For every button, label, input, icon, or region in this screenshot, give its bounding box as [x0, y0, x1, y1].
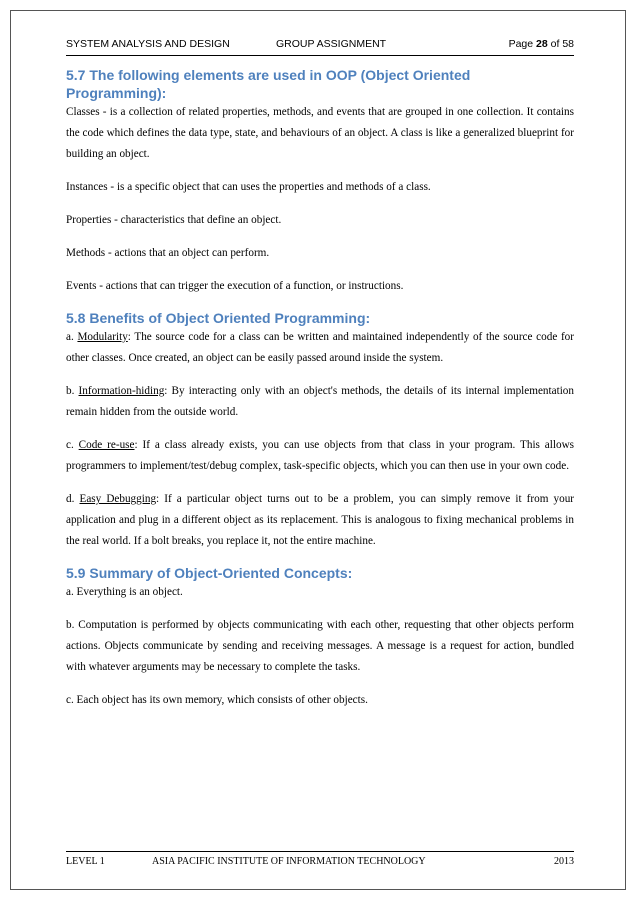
benefit-text: : If a particular object turns out to be a problem, you can simply remove it from your application and plug in a different object as its replacement. This is analogous to fixing mechanical problems in the real world. If a bolt breaks, you replace it, not the entire machine. [66, 493, 575, 547]
heading-5-8: 5.8 Benefits of Object Oriented Programming: [66, 310, 371, 326]
header-assignment: GROUP ASSIGNMENT [276, 38, 387, 50]
footer-institute: ASIA PACIFIC INSTITUTE OF INFORMATION TECHNOLOGY [152, 856, 426, 867]
page-of: of [550, 38, 560, 50]
footer-level: LEVEL 1 [66, 856, 105, 867]
heading-5-9: 5.9 Summary of Object-Oriented Concepts: [66, 565, 353, 581]
item-prefix: a. [66, 331, 74, 343]
benefit-code-reuse [66, 435, 574, 477]
page-header [66, 38, 574, 56]
page-body [66, 66, 574, 711]
item-prefix: d. [66, 493, 75, 505]
benefit-modularity [66, 327, 574, 369]
benefit-easy-debugging [66, 489, 574, 552]
term-information-hiding: Information-hiding [78, 385, 165, 397]
header-course: SYSTEM ANALYSIS AND DESIGN [66, 38, 230, 50]
summary-c: c. Each object has its own memory, which consists of other objects. [66, 694, 368, 706]
page-total: 58 [562, 38, 574, 50]
page-current: 28 [536, 38, 548, 50]
term-easy-debugging: Easy Debugging [79, 493, 157, 505]
footer-year: 2013 [554, 856, 574, 867]
item-prefix: b. [66, 385, 75, 397]
benefit-text: : By interacting only with an object's methods, the details of its internal implementation remain hidden from the outside world. [66, 385, 574, 418]
para-instances: Instances - is a specific object that can uses the properties and methods of a class. [66, 181, 431, 193]
term-modularity: Modularity [77, 331, 128, 343]
summary-b: b. Computation is performed by objects communicating with each other, requesting that other objects perform actions. Objects communicate by sending and receiving messages. A message is a request for action, bundled with whatever arguments may be necessary to complete the tasks. [66, 619, 574, 673]
term-code-reuse: Code re-use [78, 439, 135, 451]
benefit-information-hiding [66, 381, 574, 423]
para-classes: Classes - is a collection of related properties, methods, and events that are grouped in one collection. It contains the code which defines the data type, state, and behaviours of an object. A class is like a generalized blueprint for building an object. [66, 106, 574, 160]
para-events: Events - actions that can trigger the execution of a function, or instructions. [66, 280, 404, 292]
page-footer [66, 851, 574, 867]
benefit-text: : If a class already exists, you can use objects from that class in your program. This allows programmers to implement/test/debug complex, task-specific objects, which you can then use in your own code. [66, 439, 575, 472]
para-methods: Methods - actions that an object can perform. [66, 247, 270, 259]
summary-a: a. Everything is an object. [66, 586, 183, 598]
header-page-number [509, 38, 574, 50]
item-prefix: c. [66, 439, 74, 451]
heading-5-7: 5.7 The following elements are used in OOP (Object Oriented Programming): [66, 67, 471, 101]
page-label: Page [508, 38, 534, 50]
benefit-text: : The source code for a class can be written and maintained independently of the source code for other classes. Once created, an object can be easily passed around inside the system. [66, 331, 575, 364]
para-properties: Properties - characteristics that define an object. [66, 214, 282, 226]
